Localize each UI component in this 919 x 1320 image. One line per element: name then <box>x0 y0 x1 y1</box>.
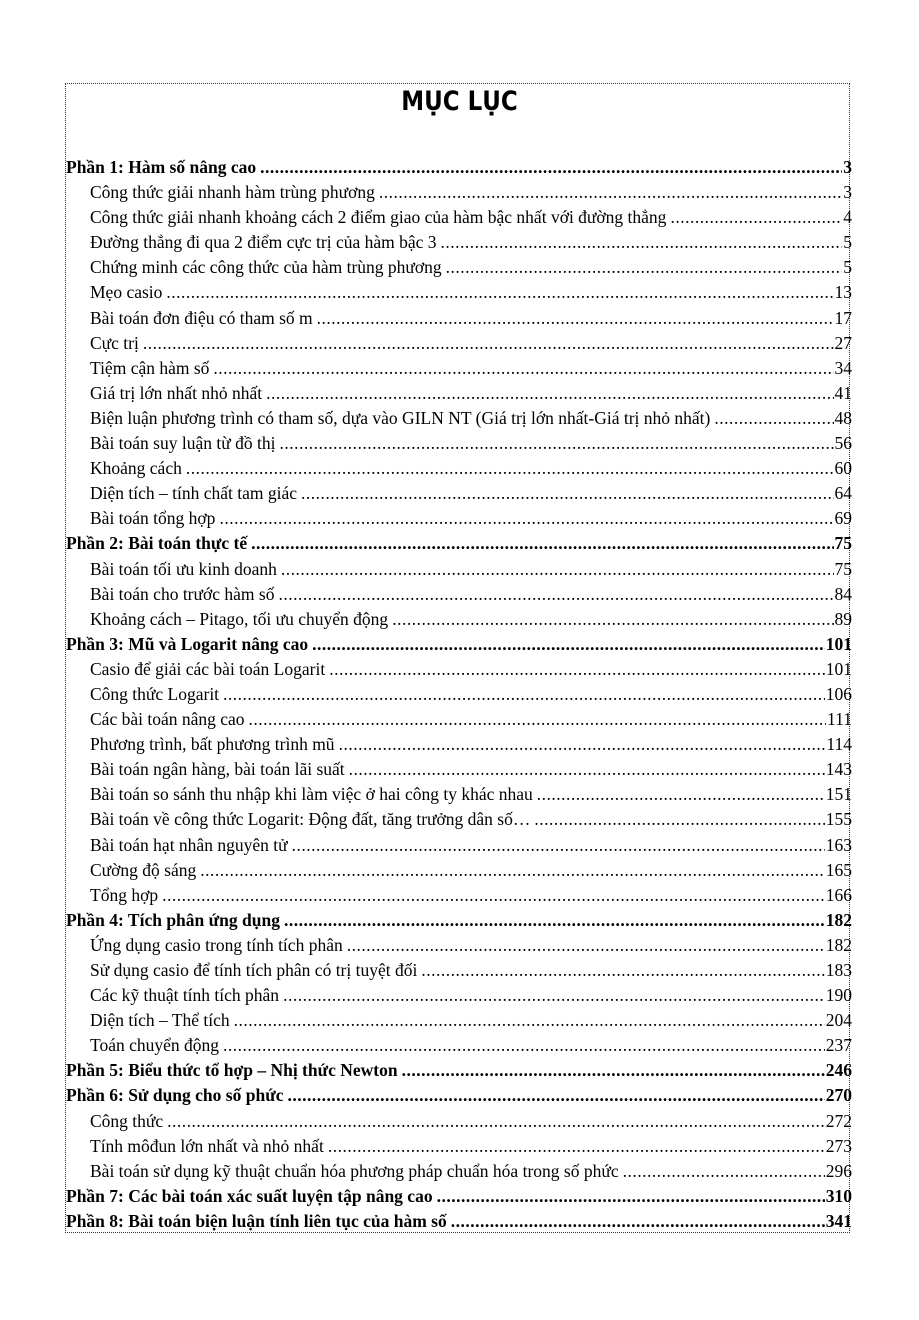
toc-entry-label: Công thức giải nhanh khoảng cách 2 điểm giao của hàm bậc nhất với đường thẳng <box>90 207 667 228</box>
toc-section-entry[interactable] <box>66 431 852 456</box>
toc-section-entry[interactable] <box>66 356 852 381</box>
toc-entry-label: Sử dụng casio để tính tích phân có trị tuyệt đối <box>90 960 418 980</box>
toc-entry-label: Phần 1: Hàm số nâng cao <box>66 157 257 177</box>
toc-page-number: 101 <box>825 633 852 654</box>
toc-page-number: 143 <box>825 759 852 780</box>
dot-leader <box>266 381 833 406</box>
toc-page-number: 89 <box>834 608 852 629</box>
dot-leader <box>162 883 825 908</box>
dot-leader <box>143 331 834 356</box>
dot-leader <box>379 180 842 205</box>
toc-entry-label: Casio để giải các bài toán Logarit <box>90 658 326 679</box>
toc-section-entry[interactable] <box>66 682 852 707</box>
dot-leader <box>287 1083 824 1108</box>
toc-section-entry[interactable] <box>66 1033 852 1058</box>
dot-leader <box>283 983 825 1008</box>
toc-page-number: 163 <box>825 834 852 855</box>
dot-leader <box>421 958 824 983</box>
toc-page-number: 4 <box>843 207 852 228</box>
toc-page-number: 246 <box>825 1060 852 1081</box>
toc-section-entry[interactable] <box>66 381 852 406</box>
page-title: MỤC LỤC <box>401 86 518 117</box>
toc-section-entry[interactable] <box>66 230 852 255</box>
toc-entry-label: Tính môđun lớn nhất và nhỏ nhất <box>90 1135 324 1156</box>
toc-part-entry[interactable] <box>66 1083 852 1108</box>
toc-section-entry[interactable] <box>66 833 852 858</box>
dot-leader <box>219 506 833 531</box>
toc-section-entry[interactable] <box>66 456 852 481</box>
toc-part-entry[interactable] <box>66 1184 852 1209</box>
toc-entry-label: Phần 5: Biểu thức tổ hợp – Nhị thức Newton <box>66 1060 398 1081</box>
toc-part-entry[interactable] <box>66 1209 852 1234</box>
toc-page-number: 183 <box>825 960 852 980</box>
dot-leader <box>223 682 825 707</box>
dot-leader <box>349 757 825 782</box>
toc-page-number: 27 <box>834 332 852 353</box>
toc-page-number: 190 <box>825 985 852 1006</box>
toc-page-number: 166 <box>825 884 852 905</box>
dot-leader <box>167 1109 825 1134</box>
toc-page-number: 101 <box>825 658 852 679</box>
toc-section-entry[interactable] <box>66 306 852 331</box>
dot-leader <box>623 1159 825 1184</box>
dot-leader <box>284 908 825 933</box>
toc-page-number: 106 <box>825 683 852 704</box>
toc-entry-label: Phần 6: Sử dụng cho số phức <box>66 1085 284 1106</box>
dot-leader <box>437 1184 825 1209</box>
toc-entry-label: Cường độ sáng <box>90 859 197 880</box>
toc-entry-label: Khoảng cách – Pitago, tối ưu chuyển động <box>90 608 389 629</box>
toc-section-entry[interactable] <box>66 1159 852 1184</box>
toc-entry-label: Bài toán ngân hàng, bài toán lãi suất <box>90 759 345 780</box>
toc-entry-label: Bài toán đơn điệu có tham số m <box>90 307 313 328</box>
toc-section-entry[interactable] <box>66 406 852 431</box>
toc-entry-label: Mẹo casio <box>90 282 163 303</box>
toc-section-entry[interactable] <box>66 1008 852 1033</box>
toc-page-number: 341 <box>825 1210 852 1231</box>
toc-section-entry[interactable] <box>66 858 852 883</box>
dot-leader <box>186 456 834 481</box>
toc-page-number: 3 <box>843 157 852 177</box>
toc-entry-label: Các bài toán nâng cao <box>90 709 245 730</box>
toc-page-number: 56 <box>834 433 852 454</box>
toc-page-number: 310 <box>825 1185 852 1206</box>
toc-entry-label: Đường thẳng đi qua 2 điểm cực trị của hàm bậc 3 <box>90 232 437 253</box>
toc-section-entry[interactable] <box>66 1109 852 1134</box>
dot-leader <box>534 807 824 832</box>
dot-leader <box>200 858 825 883</box>
toc-page-number: 13 <box>834 282 852 303</box>
toc-entry-label: Bài toán tổng hợp <box>90 508 216 529</box>
toc-section-entry[interactable] <box>66 732 852 757</box>
toc-entry-label: Phương trình, bất phương trình mũ <box>90 734 335 755</box>
toc-section-entry[interactable] <box>66 557 852 582</box>
toc-part-entry[interactable] <box>66 1058 852 1083</box>
toc-page-number: 64 <box>834 483 852 504</box>
toc-entry-label: Bài toán cho trước hàm số <box>90 583 275 604</box>
toc-section-entry[interactable] <box>66 280 852 305</box>
dot-leader <box>260 155 842 180</box>
toc-entry-label: Toán chuyển động <box>90 1035 220 1056</box>
toc-page-number: 48 <box>834 407 852 428</box>
toc-entry-label: Công thức <box>90 1110 164 1131</box>
toc-section-entry[interactable] <box>66 506 852 531</box>
toc-page-number: 34 <box>834 357 852 378</box>
toc-section-entry[interactable] <box>66 205 852 230</box>
toc-section-entry[interactable] <box>66 657 852 682</box>
toc-part-entry[interactable] <box>66 155 852 180</box>
dot-leader <box>451 1209 825 1234</box>
toc-part-entry[interactable] <box>66 908 852 933</box>
toc-entry-label: Công thức giải nhanh hàm trùng phương <box>90 182 375 203</box>
dot-leader <box>317 306 834 331</box>
toc-entry-label: Bài toán tối ưu kinh doanh <box>90 558 277 579</box>
dot-leader <box>347 933 825 958</box>
toc-page-number: 273 <box>825 1135 852 1156</box>
toc-section-entry[interactable] <box>66 255 852 280</box>
dot-leader <box>392 607 833 632</box>
toc-entry-label: Bài toán so sánh thu nhập khi làm việc ở hai công ty khác nhau <box>90 784 533 805</box>
toc-section-entry[interactable] <box>66 782 852 807</box>
toc-section-entry[interactable] <box>66 807 852 832</box>
toc-entry-label: Chứng minh các công thức của hàm trùng phương <box>90 257 442 278</box>
toc-entry-label: Biện luận phương trình có tham số, dựa vào GILN NT (Giá trị lớn nhất-Giá trị nhỏ nhất) <box>90 407 711 428</box>
toc-section-entry[interactable] <box>66 1134 852 1159</box>
toc-entry-label: Các kỹ thuật tính tích phân <box>90 985 280 1006</box>
toc-page-number: 165 <box>825 859 852 880</box>
toc-page-number: 5 <box>843 232 852 253</box>
toc-page-number: 69 <box>834 508 852 529</box>
toc-page-number: 75 <box>834 558 852 579</box>
toc-page-number: 155 <box>825 809 852 830</box>
toc-part-entry[interactable] <box>66 632 852 657</box>
toc-section-entry[interactable] <box>66 757 852 782</box>
toc-section-entry[interactable] <box>66 582 852 607</box>
toc-page-number: 204 <box>825 1010 852 1031</box>
toc-page-number: 182 <box>825 909 852 930</box>
dot-leader <box>279 431 833 456</box>
dot-leader <box>714 406 833 431</box>
toc-page-number: 182 <box>825 934 852 955</box>
toc-page-number: 3 <box>843 182 852 203</box>
toc-entry-label: Bài toán sử dụng kỹ thuật chuẩn hóa phương pháp chuẩn hóa trong số phức <box>90 1160 619 1181</box>
dot-leader <box>339 732 826 757</box>
dot-leader <box>251 531 833 556</box>
table-of-contents <box>66 155 852 1234</box>
dot-leader <box>446 255 843 280</box>
dot-leader <box>292 833 825 858</box>
toc-section-entry[interactable] <box>66 933 852 958</box>
toc-entry-label: Phần 7: Các bài toán xác suất luyện tập nâng cao <box>66 1185 433 1206</box>
toc-entry-label: Công thức Logarit <box>90 683 220 704</box>
toc-page-number: 114 <box>826 734 852 755</box>
toc-page-number: 111 <box>827 709 852 730</box>
toc-page-number: 41 <box>834 382 852 403</box>
dot-leader <box>281 557 834 582</box>
dot-leader <box>234 1008 825 1033</box>
toc-entry-label: Bài toán suy luận từ đồ thị <box>90 433 276 454</box>
toc-page-number: 5 <box>843 257 852 278</box>
dot-leader <box>441 230 843 255</box>
toc-entry-label: Diện tích – tính chất tam giác <box>90 483 298 504</box>
dot-leader <box>166 280 833 305</box>
toc-page-number: 17 <box>834 307 852 328</box>
toc-entry-label: Diện tích – Thể tích <box>90 1010 230 1031</box>
toc-page-number: 272 <box>825 1110 852 1131</box>
toc-entry-label: Phần 3: Mũ và Logarit nâng cao <box>66 633 309 654</box>
toc-page-number: 237 <box>825 1035 852 1056</box>
toc-entry-label: Giá trị lớn nhất nhỏ nhất <box>90 382 263 403</box>
dot-leader <box>278 582 833 607</box>
dot-leader <box>328 1134 825 1159</box>
toc-section-entry[interactable] <box>66 958 852 983</box>
toc-part-entry[interactable] <box>66 531 852 556</box>
toc-section-entry[interactable] <box>66 883 852 908</box>
toc-entry-label: Phần 8: Bài toán biện luận tính liên tục của hàm số <box>66 1210 447 1231</box>
toc-entry-label: Khoảng cách <box>90 458 182 479</box>
dot-leader <box>402 1058 825 1083</box>
dot-leader <box>670 205 842 230</box>
toc-entry-label: Phần 2: Bài toán thực tế <box>66 533 248 554</box>
toc-page-number: 296 <box>825 1160 852 1181</box>
toc-page-number: 270 <box>825 1085 852 1106</box>
toc-section-entry[interactable] <box>66 180 852 205</box>
toc-page-number: 151 <box>825 784 852 805</box>
toc-page-number: 60 <box>834 458 852 479</box>
toc-entry-label: Ứng dụng casio trong tính tích phân <box>90 934 343 955</box>
toc-section-entry[interactable] <box>66 707 852 732</box>
toc-section-entry[interactable] <box>66 481 852 506</box>
dot-leader <box>223 1033 825 1058</box>
dot-leader <box>301 481 833 506</box>
dot-leader <box>329 657 825 682</box>
toc-entry-label: Bài toán về công thức Logarit: Động đất, tăng trưởng dân số… <box>90 809 531 830</box>
toc-section-entry[interactable] <box>66 607 852 632</box>
toc-entry-label: Tiệm cận hàm số <box>90 357 210 378</box>
toc-section-entry[interactable] <box>66 983 852 1008</box>
toc-page-number: 84 <box>834 583 852 604</box>
toc-entry-label: Bài toán hạt nhân nguyên tử <box>90 834 288 855</box>
toc-entry-label: Tổng hợp <box>90 884 159 905</box>
toc-page-number: 75 <box>834 533 852 554</box>
dot-leader <box>213 356 833 381</box>
toc-entry-label: Phần 4: Tích phân ứng dụng <box>66 909 280 930</box>
toc-section-entry[interactable] <box>66 331 852 356</box>
toc-entry-label: Cực trị <box>90 332 139 353</box>
dot-leader <box>537 782 825 807</box>
dot-leader <box>249 707 827 732</box>
dot-leader <box>312 632 825 657</box>
